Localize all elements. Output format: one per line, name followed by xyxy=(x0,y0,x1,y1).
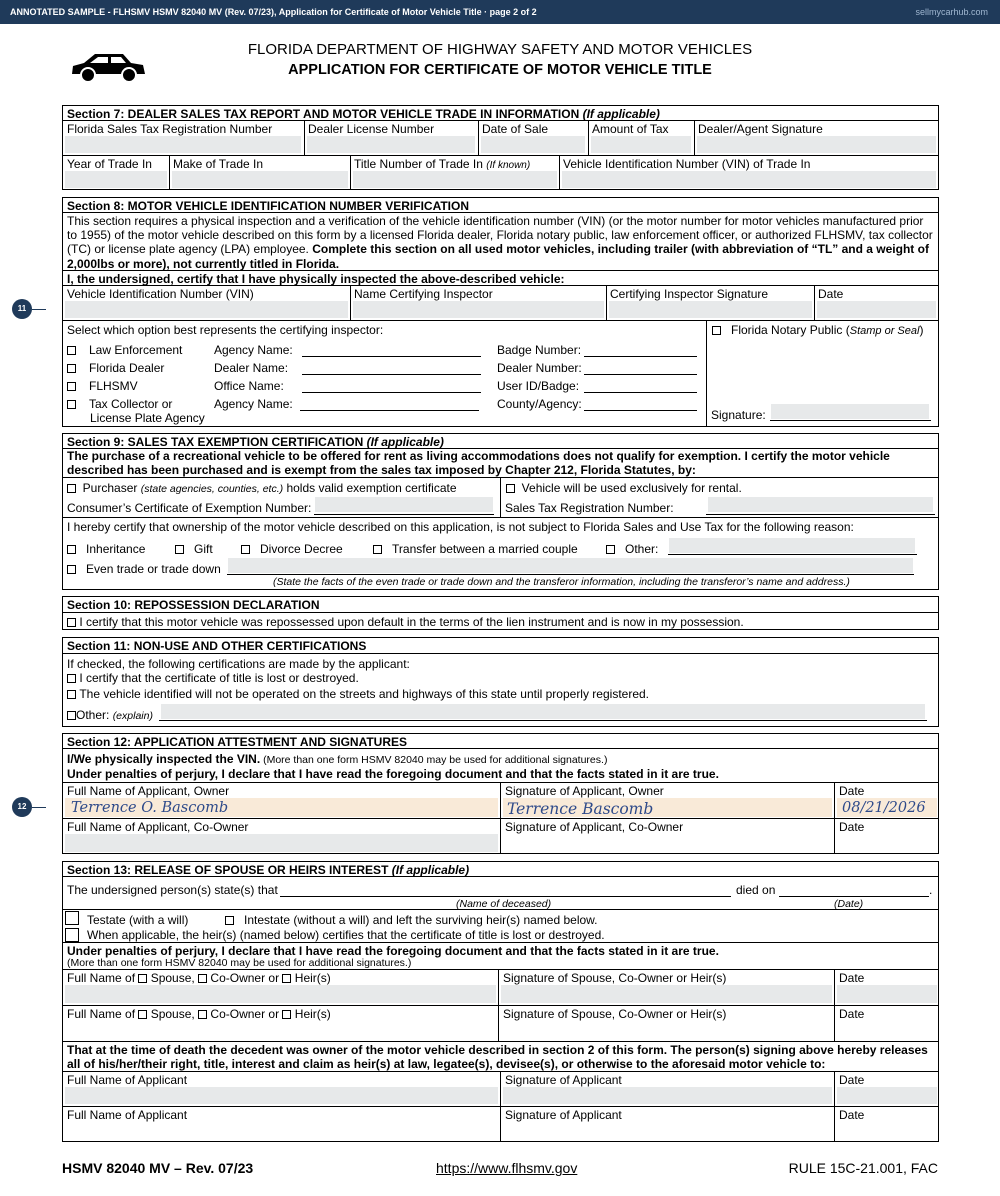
heir-signature-label-2: Signature of Spouse, Co-Owner or Heir(s) xyxy=(503,1007,727,1021)
rv-exemption-text: The purchase of a recreational vehicle to be offered for rent as living accommodations does not qualify for exemption. I certify the motor vehicle xyxy=(67,449,890,463)
section-title: Section 9: SALES TAX EXEMPTION CERTIFICATION xyxy=(67,435,367,449)
applicant-date-label: Date xyxy=(839,1073,865,1087)
florida-dealer-label: Florida Dealer xyxy=(89,361,165,375)
spouse-label: Spouse, xyxy=(150,971,199,985)
rv-exemption-text-2: described has been purchased and is exempt from the sales tax imposed by Chapter 212, Florida Statutes, by: xyxy=(67,463,696,477)
fullname-prefix-2: Full Name of xyxy=(67,1007,139,1021)
divorce-label: Divorce Decree xyxy=(260,542,343,556)
other-cert-field[interactable] xyxy=(161,704,925,719)
vin-inspected: I/We physically inspected the VIN. xyxy=(67,752,261,766)
deceased-name-line[interactable] xyxy=(280,896,731,897)
purchaser-checkbox[interactable] xyxy=(67,484,76,493)
marker-line xyxy=(32,309,46,310)
heir-checkbox-2[interactable] xyxy=(282,1010,291,1019)
flhsmv-checkbox[interactable] xyxy=(67,382,76,391)
transfer-label: Transfer between a married couple xyxy=(392,542,578,556)
heir-signature-field[interactable] xyxy=(501,985,832,1003)
owner-signature-label: Signature of Applicant, Owner xyxy=(505,784,664,798)
applicant-date-label-2: Date xyxy=(839,1108,865,1122)
inspector-name-field[interactable] xyxy=(353,301,604,318)
section-11 xyxy=(62,637,939,727)
testate-checkbox[interactable] xyxy=(65,911,79,925)
intestate-checkbox[interactable] xyxy=(225,916,234,925)
coowner-label: Co-Owner or xyxy=(210,971,283,985)
owner-date-label: Date xyxy=(839,784,865,798)
period: . xyxy=(929,883,933,897)
website-link[interactable]: https://www.flhsmv.gov xyxy=(436,1160,578,1176)
date-note: (Date) xyxy=(834,898,864,910)
heir-label-2: Heir(s) xyxy=(294,1007,331,1021)
coowner-checkbox[interactable] xyxy=(198,974,207,983)
coowner-name-label: Full Name of Applicant, Co-Owner xyxy=(67,820,249,834)
user-id-label: User ID/Badge: xyxy=(497,379,580,393)
purchaser-label: Purchaser xyxy=(82,481,141,495)
form-number: HSMV 82040 MV – Rev. 07/23 xyxy=(62,1160,254,1176)
vin-trade-label: Vehicle Identification Number (VIN) of Trade In xyxy=(563,157,811,171)
tax-collector-label: Tax Collector or xyxy=(89,397,173,411)
other-reason-checkbox[interactable] xyxy=(606,545,615,554)
notary-signature-label: Signature: xyxy=(711,408,766,422)
owner-date-value: 08/21/2026 xyxy=(842,800,926,816)
intestate-label: Intestate (without a will) and left the surviving heir(s) named below. xyxy=(244,913,598,927)
spouse-label-2: Spouse, xyxy=(150,1007,199,1021)
dealer-signature-label: Dealer/Agent Signature xyxy=(698,122,823,136)
repossession-checkbox[interactable] xyxy=(67,618,76,627)
other-reason-label: Other: xyxy=(625,542,659,556)
section-13 xyxy=(62,861,939,1142)
heir-checkbox[interactable] xyxy=(282,974,291,983)
notary-checkbox[interactable] xyxy=(712,326,721,335)
inspector-signature-label: Certifying Inspector Signature xyxy=(610,287,769,301)
inspection-date-label: Date xyxy=(818,287,844,301)
badge-number-label: Badge Number: xyxy=(497,343,582,357)
inspector-name-label: Name Certifying Inspector xyxy=(354,287,493,301)
applicant-signature-label-2: Signature of Applicant xyxy=(505,1108,622,1122)
notary-signature-field[interactable] xyxy=(771,404,929,419)
section-title: Section 7: DEALER SALES TAX REPORT AND MOTOR VEHICLE TRADE IN INFORMATION xyxy=(67,107,583,121)
spouse-checkbox[interactable] xyxy=(138,974,147,983)
agency-name-line[interactable] xyxy=(302,356,481,357)
transfer-checkbox[interactable] xyxy=(373,545,382,554)
applicant-name-label-2: Full Name of Applicant xyxy=(67,1108,188,1122)
died-on-label: died on xyxy=(736,883,776,897)
owner-name-label: Full Name of Applicant, Owner xyxy=(67,784,230,798)
fullname-prefix: Full Name of xyxy=(67,971,139,985)
section-title: Section 8: MOTOR VEHICLE IDENTIFICATION NUMBER VERIFICATION xyxy=(67,199,470,213)
dealer-signature-field[interactable] xyxy=(697,136,936,153)
agency-name-label-2: Agency Name: xyxy=(214,397,293,411)
title-trade-field[interactable] xyxy=(353,171,557,188)
dealer-license-field[interactable] xyxy=(307,136,475,153)
inspector-signature-field[interactable] xyxy=(609,301,812,318)
deceased-note: (Name of deceased) xyxy=(456,898,552,910)
section-note: (If applicable) xyxy=(582,107,660,121)
section-title: Section 12: APPLICATION ATTESTMENT AND SIGNATURES xyxy=(67,735,408,749)
perjury-statement: Under penalties of perjury, I declare that I have read the foregoing document and that the facts stated in it are true. xyxy=(67,767,719,781)
applicant-name-field[interactable] xyxy=(65,1087,498,1104)
tax-exempt-reason-prompt: I hereby certify that ownership of the motor vehicle described on this application, is not subject to Florida Sales and Use Tax for the following reason: xyxy=(67,520,854,534)
coowner-checkbox-2[interactable] xyxy=(198,1010,207,1019)
heir-label: Heir(s) xyxy=(294,971,331,985)
marker-line xyxy=(32,807,46,808)
vin-field[interactable] xyxy=(65,301,348,318)
other-cert-checkbox[interactable] xyxy=(67,711,76,720)
section-8 xyxy=(62,197,939,427)
release-statement-2: all of his/her/their right, title, interest and claim as heir(s) at law, legatee(s), devisee(s), or otherwise to the aforesaid motor vehicle to: xyxy=(67,1057,826,1071)
county-agency-line[interactable] xyxy=(584,410,697,411)
dealer-name-line[interactable] xyxy=(302,374,481,375)
notary-end: ) xyxy=(919,323,924,337)
badge-number-line[interactable] xyxy=(584,356,697,357)
purchaser-note: (state agencies, counties, etc.) xyxy=(140,483,284,495)
dealer-license-label: Dealer License Number xyxy=(308,122,435,136)
other-cert-label: Other: xyxy=(76,708,113,722)
even-trade-checkbox[interactable] xyxy=(67,565,76,574)
title-lost-label: I certify that the certificate of title is lost or destroyed. xyxy=(79,671,359,685)
coowner-date-label: Date xyxy=(839,820,865,834)
coowner-name-field[interactable] xyxy=(65,834,498,852)
agency-name: FLORIDA DEPARTMENT OF HIGHWAY SAFETY AND MOTOR VEHICLES xyxy=(247,41,753,58)
vin-instructions-bold: Complete this section on all used motor vehicles, including trailer (with abbreviation of “TL” and a weight of 2,000lbs or more), not currently titled in Florida. xyxy=(67,242,929,271)
consumer-cert-label: Consumer’s Certificate of Exemption Number: xyxy=(67,501,312,515)
applicant-signature-label: Signature of Applicant xyxy=(505,1073,622,1087)
date-of-sale-field[interactable] xyxy=(481,136,585,153)
county-agency-label: County/Agency: xyxy=(497,397,582,411)
annotation-banner xyxy=(0,0,1000,24)
agency-name-line-2[interactable] xyxy=(300,410,479,411)
more-forms-note: (More than one form HSMV 82040 may be used for additional signatures.) xyxy=(67,957,412,969)
coowner-label-2: Co-Owner or xyxy=(210,1007,283,1021)
testate-label: Testate (with a will) xyxy=(87,913,189,927)
release-statement: That at the time of death the decedent was owner of the motor vehicle described in section 2 of this form. The person(s) signing above hereby releases xyxy=(67,1043,928,1057)
section-12 xyxy=(62,733,939,854)
title-trade-label: Title Number of Trade In xyxy=(354,157,487,171)
vin-instructions: This section requires a physical inspection and a verification of the vehicle identification number (VIN) (or the motor number for motor vehicles manufactured prior to 1955) of the motor vehicle described on this form by a licensed Florida dealer, Florida notary public, law enforcement officer, or authorized FLHSMV, tax collector (TC) or license plate agency (LPA) employee. xyxy=(67,214,933,257)
other-reason-field[interactable] xyxy=(669,538,915,553)
year-trade-label: Year of Trade In xyxy=(67,157,152,171)
vin-label: Vehicle Identification Number (VIN) xyxy=(67,287,254,301)
gift-checkbox[interactable] xyxy=(175,545,184,554)
applicant-name-label: Full Name of Applicant xyxy=(67,1073,188,1087)
even-trade-field[interactable] xyxy=(228,558,913,573)
section-note: (If applicable) xyxy=(366,435,444,449)
banner-title: ANNOTATED SAMPLE - FLHSMV HSMV 82040 MV (Rev. 07/23), Application for Certificate of Motor Vehicle Title · page 2 of 2 xyxy=(10,7,537,17)
applicant-date-field[interactable] xyxy=(837,1087,937,1104)
even-trade-note: (State the facts of the even trade or trade down and the transferor information, including the transferor’s name and address.) xyxy=(273,576,850,588)
sales-tax-reg-field[interactable] xyxy=(65,136,301,153)
date-of-sale-label: Date of Sale xyxy=(482,122,549,136)
agency-name-label: Agency Name: xyxy=(214,343,293,357)
office-name-line[interactable] xyxy=(302,392,481,393)
user-id-line[interactable] xyxy=(584,392,697,393)
law-enforcement-checkbox[interactable] xyxy=(67,346,76,355)
banner-site: sellmycarhub.com xyxy=(915,7,988,17)
section-note: (If applicable) xyxy=(391,863,470,877)
make-trade-field[interactable] xyxy=(172,171,348,188)
vin-inspected-note: (More than one form HSMV 82040 may be used for additional signatures.) xyxy=(260,754,608,766)
consumer-cert-field[interactable] xyxy=(315,497,493,512)
annotation-marker-11: 11 xyxy=(12,299,32,319)
perjury-statement-13: Under penalties of perjury, I declare that I have read the foregoing document and that the facts stated in it are true. xyxy=(67,944,719,958)
heir-signature-label: Signature of Spouse, Co-Owner or Heir(s) xyxy=(503,971,727,985)
purchaser-end: holds valid exemption certificate xyxy=(283,481,457,495)
heir-date-label-2: Date xyxy=(839,1007,865,1021)
owner-signature-value: Terrence Bascomb xyxy=(507,800,654,818)
rule-reference: RULE 15C-21.001, FAC xyxy=(788,1160,938,1176)
heir-date-label: Date xyxy=(839,971,865,985)
rental-checkbox[interactable] xyxy=(506,484,515,493)
section-10 xyxy=(62,596,939,630)
not-operated-checkbox[interactable] xyxy=(67,690,76,699)
notary-note: Stamp or Seal xyxy=(849,325,920,337)
law-enforcement-label: Law Enforcement xyxy=(89,343,183,357)
tax-collector-checkbox[interactable] xyxy=(67,400,76,409)
annotation-marker-12: 12 xyxy=(12,797,32,817)
death-date-line[interactable] xyxy=(779,896,929,897)
inheritance-checkbox[interactable] xyxy=(67,545,76,554)
dealer-number-line[interactable] xyxy=(584,374,697,375)
divorce-checkbox[interactable] xyxy=(241,545,250,554)
form-title: APPLICATION FOR CERTIFICATE OF MOTOR VEHICLE TITLE xyxy=(288,62,712,78)
inspection-date-field[interactable] xyxy=(817,301,936,318)
spouse-checkbox-2[interactable] xyxy=(138,1010,147,1019)
gift-label: Gift xyxy=(194,542,213,556)
year-trade-field[interactable] xyxy=(65,171,167,188)
heirs-state-label: The undersigned person(s) state(s) that xyxy=(67,883,278,897)
when-applicable-checkbox[interactable] xyxy=(65,928,79,942)
explain-note: (explain) xyxy=(112,710,153,722)
section-7 xyxy=(62,105,939,190)
amount-of-tax-field[interactable] xyxy=(591,136,691,153)
owner-name-value: Terrence O. Bascomb xyxy=(71,800,229,816)
title-lost-checkbox[interactable] xyxy=(67,674,76,683)
not-operated-label: The vehicle identified will not be operated on the streets and highways of this state until properly registered. xyxy=(79,687,650,701)
sales-tax-reg-label-9: Sales Tax Registration Number: xyxy=(505,501,674,515)
coowner-signature-label: Signature of Applicant, Co-Owner xyxy=(505,820,684,834)
when-applicable-label: When applicable, the heir(s) (named below) certifies that the certificate of title is lost or destroyed. xyxy=(87,928,605,942)
inspection-certify: I, the undersigned, certify that I have physically inspected the above-described vehicle: xyxy=(67,272,565,286)
section-title: Section 11: NON-USE AND OTHER CERTIFICATIONS xyxy=(67,639,367,653)
sales-tax-reg-field-9[interactable] xyxy=(708,497,933,512)
even-trade-label: Even trade or trade down xyxy=(86,562,221,576)
nonuse-intro: If checked, the following certifications are made by the applicant: xyxy=(67,657,410,671)
dealer-name-label: Dealer Name: xyxy=(214,361,289,375)
section-title: Section 10: REPOSSESSION DECLARATION xyxy=(67,598,320,612)
rental-label: Vehicle will be used exclusively for rental. xyxy=(521,481,742,495)
inheritance-label: Inheritance xyxy=(86,542,146,556)
notary-label: Florida Notary Public ( xyxy=(731,323,850,337)
sales-tax-reg-label: Florida Sales Tax Registration Number xyxy=(67,122,273,136)
office-name-label: Office Name: xyxy=(214,379,284,393)
applicant-signature-field[interactable] xyxy=(503,1087,832,1104)
section-9 xyxy=(62,433,939,590)
make-trade-label: Make of Trade In xyxy=(173,157,264,171)
inspector-type-prompt: Select which option best represents the certifying inspector: xyxy=(67,323,384,337)
repossession-text: I certify that this motor vehicle was repossessed upon default in the terms of the lien instrument and is now in my possession. xyxy=(79,615,744,629)
heir-name-field[interactable] xyxy=(65,985,496,1003)
section-title: Section 13: RELEASE OF SPOUSE OR HEIRS INTEREST xyxy=(67,863,392,877)
title-trade-note: (If known) xyxy=(486,160,531,171)
florida-dealer-checkbox[interactable] xyxy=(67,364,76,373)
heir-date-field[interactable] xyxy=(837,985,937,1003)
flhsmv-label: FLHSMV xyxy=(89,379,138,393)
amount-of-tax-label: Amount of Tax xyxy=(592,122,669,136)
dealer-number-label: Dealer Number: xyxy=(497,361,582,375)
tax-collector-label-2: License Plate Agency xyxy=(90,411,205,425)
vin-trade-field[interactable] xyxy=(562,171,936,188)
